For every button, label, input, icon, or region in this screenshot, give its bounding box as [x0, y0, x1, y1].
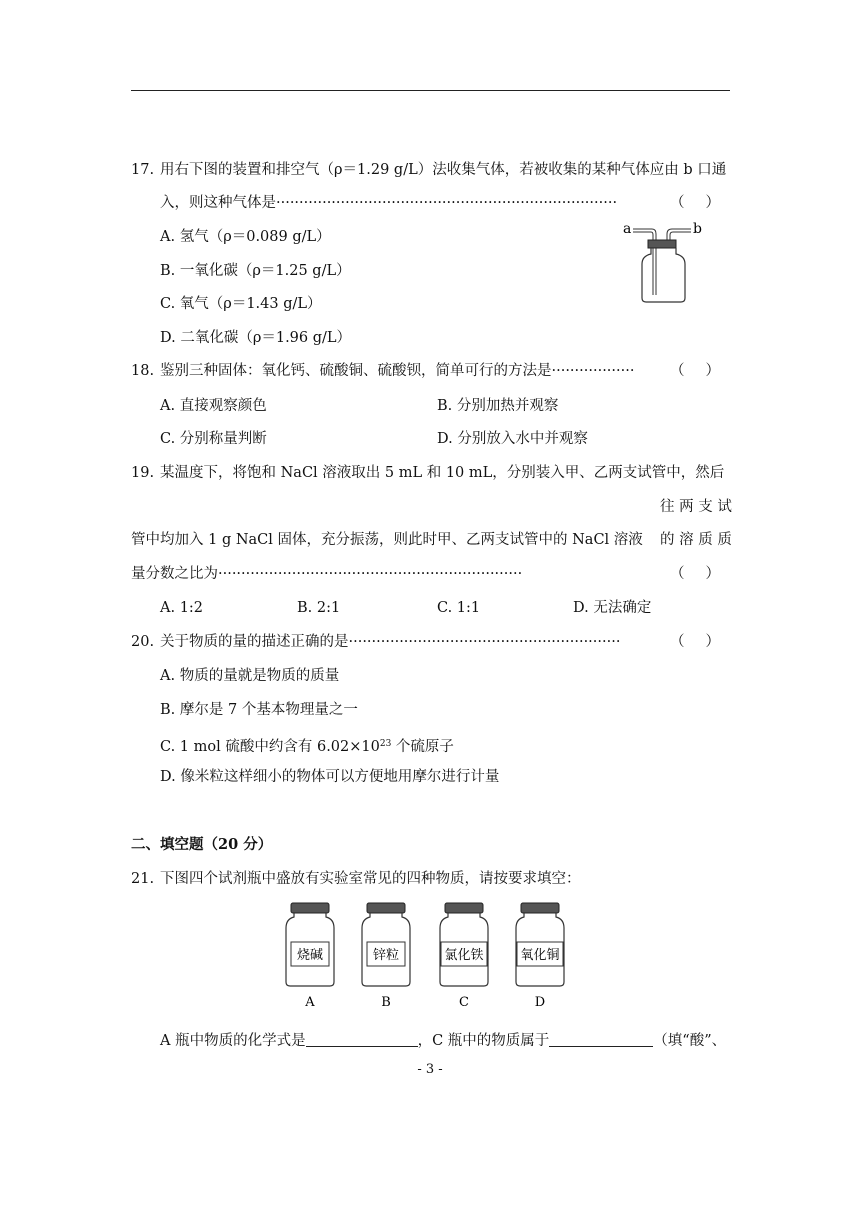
answer-blank-c[interactable] — [549, 1031, 653, 1047]
section-title: 二、填空题（20 分） — [131, 836, 273, 853]
q18-option-c: C. 分别称量判断 — [160, 431, 267, 447]
q21-number: 21. — [131, 871, 155, 887]
q18-option-b: B. 分别加热并观察 — [437, 398, 559, 414]
q17-option-a: A. 氢气（ρ＝0.089 g/L） — [160, 229, 331, 245]
answer-blank-a[interactable] — [306, 1031, 418, 1047]
q17-option-c: C. 氧气（ρ＝1.43 g/L） — [160, 296, 322, 312]
q19-option-b: B. 2:1 — [297, 600, 341, 616]
reagent-bottle — [516, 903, 564, 1010]
q20-option-c-tail: 个硫原子 — [391, 739, 454, 755]
q18-number: 18. — [131, 363, 155, 379]
right-paren: ） — [705, 195, 720, 211]
q20-option-c — [160, 734, 454, 757]
q20-option-b: B. 摩尔是 7 个基本物理量之一 — [160, 702, 358, 718]
gas-collection-bottle-diagram — [615, 218, 710, 304]
fill-prefix: A 瓶中物质的化学式是 — [160, 1033, 306, 1049]
bottle-letter: D — [534, 995, 546, 1010]
right-paren: ） — [705, 634, 720, 650]
q20-option-a: A. 物质的量就是物质的质量 — [160, 668, 340, 684]
q21-fill-line — [160, 1031, 726, 1051]
exponent: 23 — [379, 739, 392, 749]
q19-stem-line1: 某温度下，将饱和 NaCl 溶液取出 5 mL 和 10 mL，分别装入甲、乙两支试管中，然后 — [160, 465, 725, 481]
bottle — [642, 248, 685, 302]
right-paren: ） — [705, 363, 720, 379]
q20-number: 20. — [131, 634, 155, 650]
q18-answer-bracket — [670, 361, 720, 381]
q17-stem-line2: 入，则这种气体是·········································································· — [160, 195, 618, 211]
fill-middle: ，C 瓶中的物质属于 — [417, 1033, 550, 1049]
q19-answer-bracket — [670, 564, 720, 584]
reagent-bottles-figure — [280, 900, 580, 1012]
bottle-letter: A — [305, 995, 315, 1010]
bottle-letter: B — [381, 995, 391, 1010]
q20-answer-bracket — [670, 632, 720, 652]
right-paren: ） — [705, 566, 720, 582]
left-paren: （ — [670, 566, 685, 582]
bottle-label: 氯化铁 — [444, 948, 484, 963]
q21-stem: 下图四个试剂瓶中盛放有实验室常见的四种物质，请按要求填空： — [160, 871, 581, 887]
left-paren: （ — [670, 634, 685, 650]
q18-stem: 鉴别三种固体：氧化钙、硫酸铜、硫酸钡，简单可行的方法是·················· — [160, 363, 635, 379]
q17-answer-bracket — [670, 193, 720, 213]
bottle-label: 锌粒 — [372, 948, 400, 963]
q18-option-a: A. 直接观察颜色 — [160, 398, 267, 414]
fill-suffix: （填“酸”、 — [653, 1033, 727, 1049]
reagent-bottle — [440, 903, 488, 1010]
page-number: - 3 - — [417, 1062, 443, 1077]
reagent-bottle — [362, 903, 410, 1010]
label-b: b — [693, 221, 702, 237]
q19-option-d: D. 无法确定 — [573, 600, 652, 616]
left-paren: （ — [670, 363, 685, 379]
q20-stem: 关于物质的量的描述正确的是··························································· — [160, 634, 621, 650]
q19-stem-line3: 管中均加入 1 g NaCl 固体，充分振荡，则此时甲、乙两支试管中的 NaCl 溶液 — [131, 532, 643, 548]
q17-option-b: B. 一氧化碳（ρ＝1.25 g/L） — [160, 263, 351, 279]
q18-option-d: D. 分别放入水中并观察 — [437, 431, 588, 447]
q17-stem-line1: 用右下图的装置和排空气（ρ＝1.29 g/L）法收集气体，若被收集的某种气体应由 b 口通 — [160, 162, 727, 178]
bottle-letter: C — [459, 995, 469, 1010]
q20-option-d: D. 像米粒这样细小的物体可以方便地用摩尔进行计量 — [160, 769, 500, 785]
q19-number: 19. — [131, 465, 155, 481]
q17-number: 17. — [131, 162, 155, 178]
bottle-label: 氧化铜 — [520, 948, 560, 963]
header-rule — [131, 90, 730, 91]
q19-stem-line3b: 的 溶 质 质 — [660, 532, 732, 548]
q19-option-c: C. 1:1 — [437, 600, 481, 616]
stopper — [648, 240, 676, 248]
reagent-bottle — [286, 903, 334, 1010]
q19-option-a: A. 1:2 — [160, 600, 204, 616]
bottle-label: 烧碱 — [296, 948, 324, 963]
q17-option-d: D. 二氧化碳（ρ＝1.96 g/L） — [160, 330, 352, 346]
label-a: a — [623, 221, 632, 237]
q19-stem-line2: 往 两 支 试 — [660, 499, 732, 515]
left-paren: （ — [670, 195, 685, 211]
q19-stem-line4: 量分数之比为·································································· — [131, 566, 523, 582]
q20-option-c-text: C. 1 mol 硫酸中约含有 6.02×10 — [160, 739, 380, 755]
